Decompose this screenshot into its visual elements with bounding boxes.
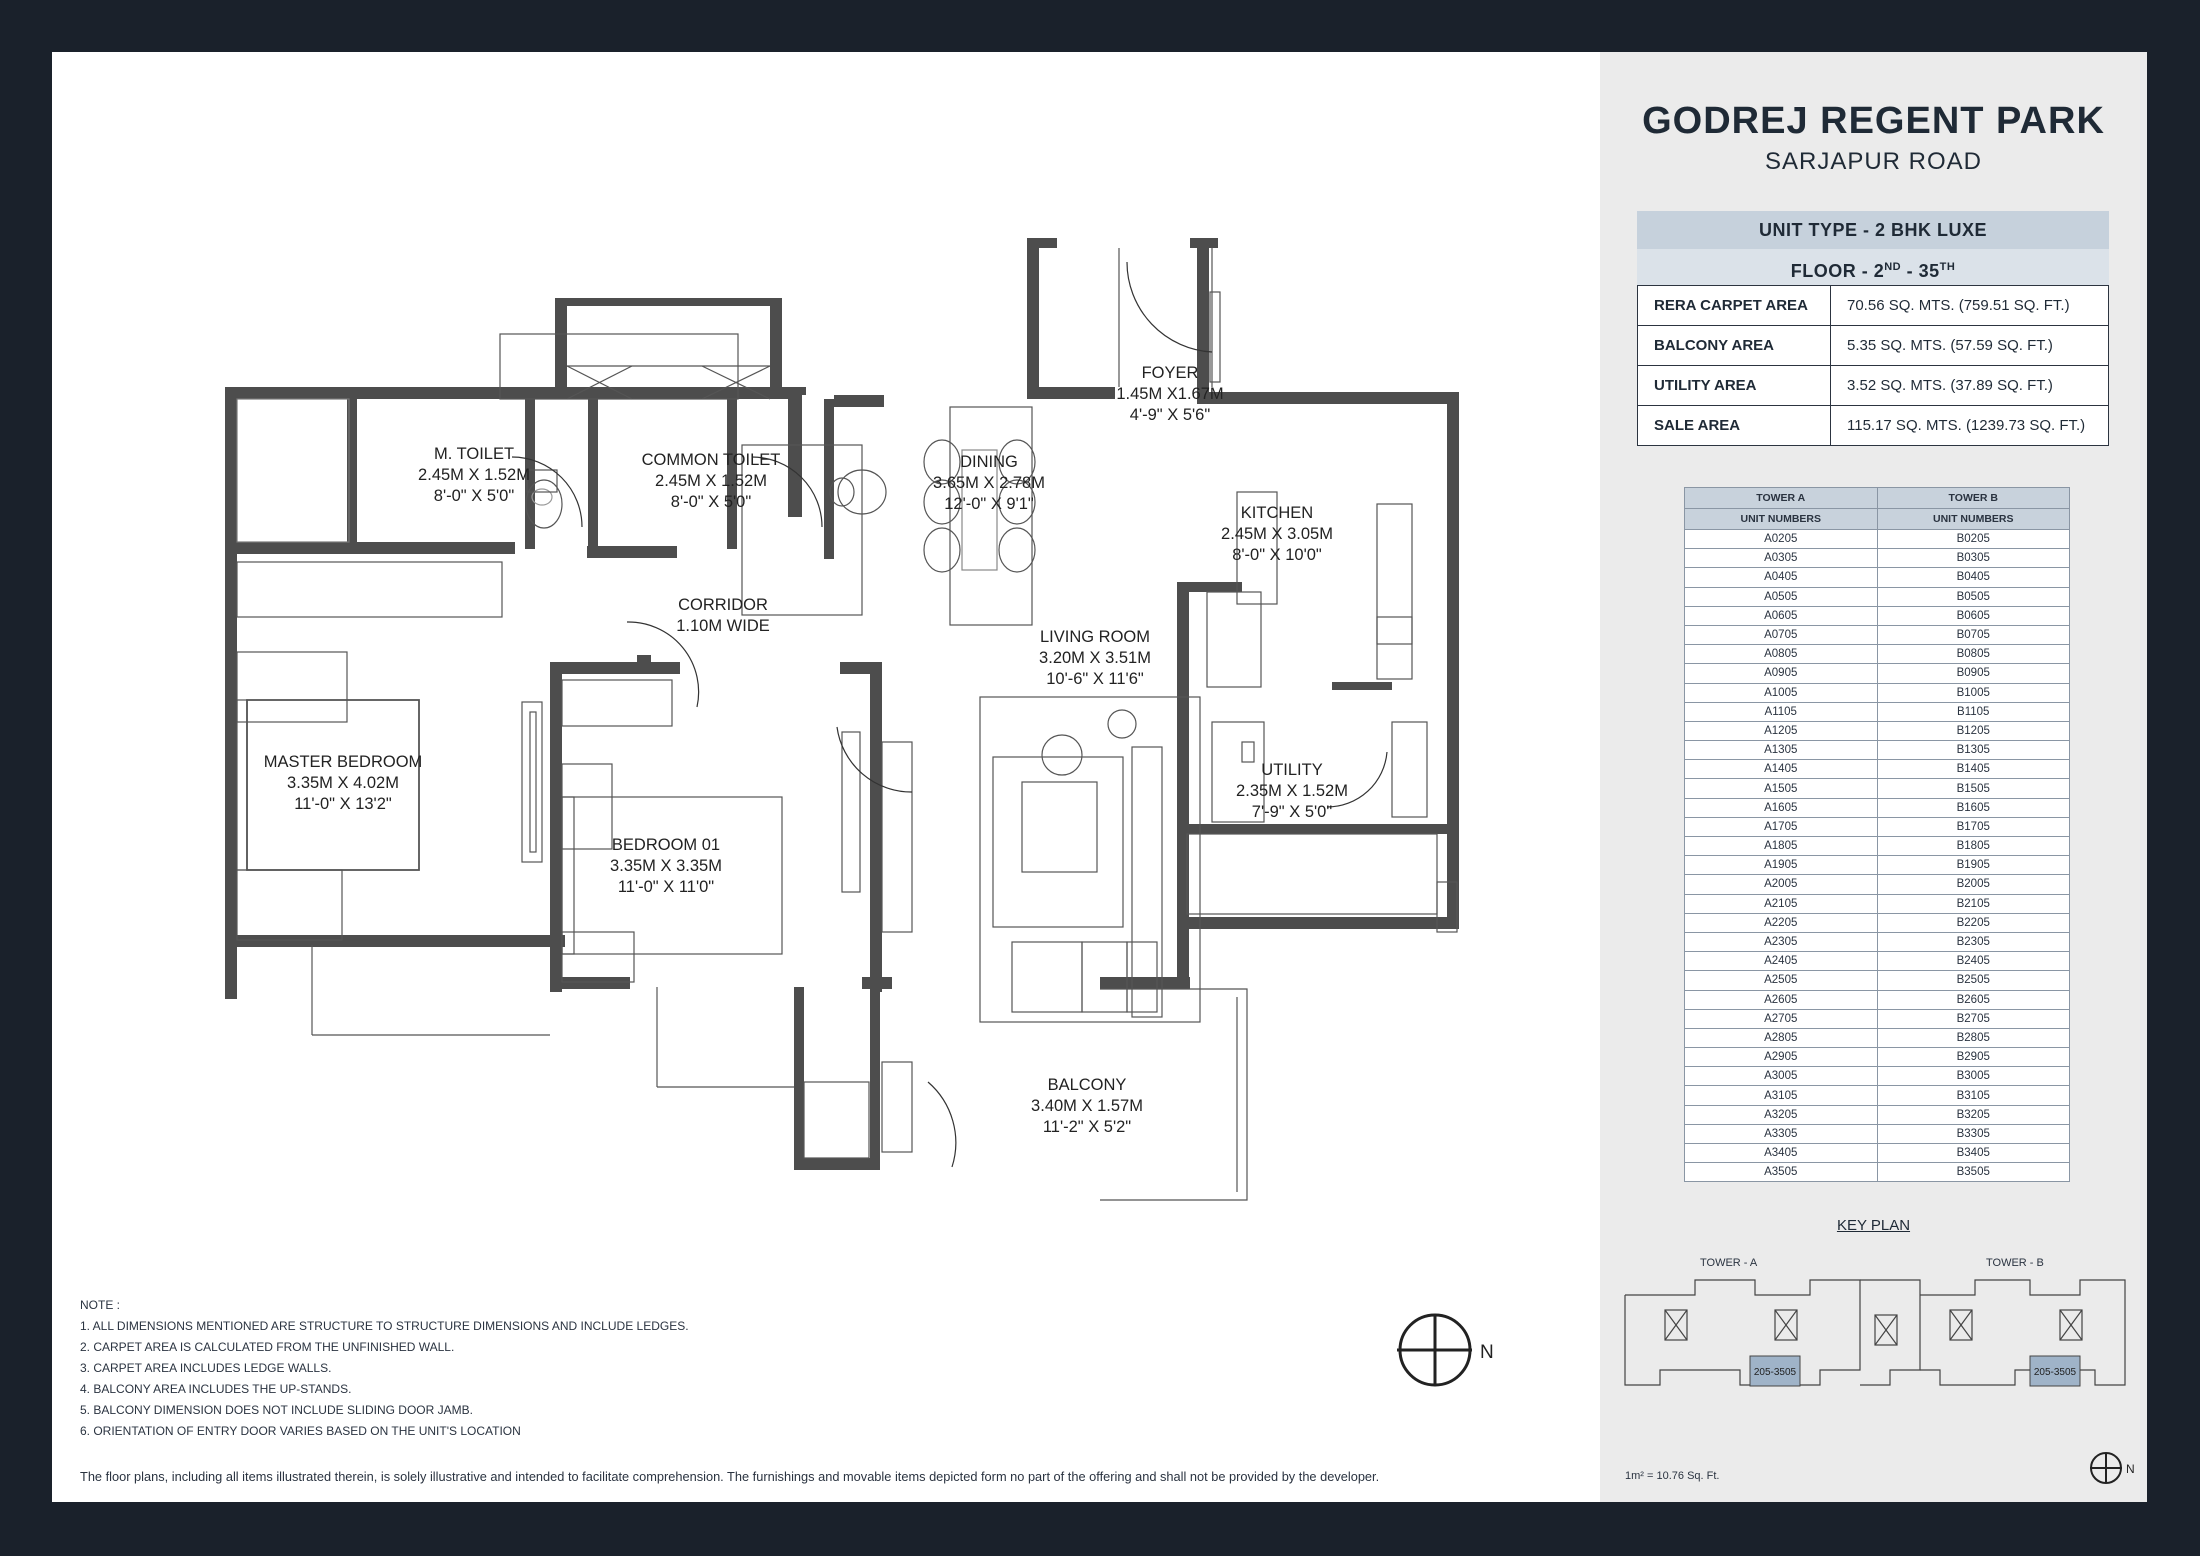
- room-master-bedroom: MASTER BEDROOM 3.35M X 4.02M 11'-0" X 13'2": [263, 753, 423, 813]
- table-cell: B3505: [1877, 1163, 2070, 1182]
- table-cell: B1205: [1877, 721, 2070, 740]
- notes: [80, 1295, 689, 1442]
- table-cell: B0705: [1877, 625, 2070, 644]
- room-foyer: FOYER 1.45M X1.67M 4'-9" X 5'6": [1116, 364, 1224, 424]
- note-item: 6. ORIENTATION OF ENTRY DOOR VARIES BASED ON THE UNIT'S LOCATION: [80, 1424, 521, 1438]
- table-cell: A1605: [1685, 798, 1878, 817]
- area-table: [1637, 285, 2109, 446]
- table-row: [1685, 587, 2070, 606]
- table-cell: B3005: [1877, 1067, 2070, 1086]
- table-cell: B1005: [1877, 683, 2070, 702]
- table-cell: A2205: [1685, 913, 1878, 932]
- table-cell: B1705: [1877, 817, 2070, 836]
- table-row: [1685, 1009, 2070, 1028]
- table-row: [1685, 1144, 2070, 1163]
- room-living: LIVING ROOM 3.20M X 3.51M 10'-6" X 11'6": [1039, 628, 1151, 688]
- table-row: [1685, 990, 2070, 1009]
- project-name: GODREJ REGENT PARK: [1642, 100, 2105, 142]
- table-cell: B1405: [1877, 760, 2070, 779]
- table-cell: B2205: [1877, 913, 2070, 932]
- table-cell: B1505: [1877, 779, 2070, 798]
- notes-heading: NOTE :: [80, 1298, 121, 1312]
- table-cell: B2805: [1877, 1028, 2070, 1047]
- table-cell: A0805: [1685, 645, 1878, 664]
- table-header: TOWER A: [1685, 488, 1878, 509]
- table-cell: A0405: [1685, 568, 1878, 587]
- small-north-arrow-icon: [2088, 1448, 2140, 1490]
- table-cell: B3305: [1877, 1124, 2070, 1143]
- table-cell: A2305: [1685, 932, 1878, 951]
- note-item: 1. ALL DIMENSIONS MENTIONED ARE STRUCTURE TO STRUCTURE DIMENSIONS AND INCLUDE LEDGES.: [80, 1319, 689, 1333]
- table-cell: A1805: [1685, 837, 1878, 856]
- table-cell: B0505: [1877, 587, 2070, 606]
- table-row: [1685, 721, 2070, 740]
- table-cell: B2005: [1877, 875, 2070, 894]
- table-cell: B2905: [1877, 1048, 2070, 1067]
- table-row: [1685, 913, 2070, 932]
- room-common-toilet: COMMON TOILET 2.45M X 1.52M 8'-0" X 5'0": [641, 451, 781, 511]
- table-row: [1685, 645, 2070, 664]
- table-cell: A0605: [1685, 606, 1878, 625]
- info-sidebar: [1600, 52, 2147, 1502]
- table-cell: B1605: [1877, 798, 2070, 817]
- area-row: SALE AREA 115.17 SQ. MTS. (1239.73 SQ. FT.): [1638, 406, 2109, 446]
- table-cell: B2305: [1877, 932, 2070, 951]
- table-row: [1685, 625, 2070, 644]
- table-cell: A0305: [1685, 549, 1878, 568]
- room-dining: DINING 3.65M X 2.78M 12'-0" X 9'1": [933, 453, 1045, 513]
- table-row: [1685, 760, 2070, 779]
- room-corridor: CORRIDOR 1.10M WIDE: [676, 596, 770, 635]
- table-cell: A2605: [1685, 990, 1878, 1009]
- project-location: SARJAPUR ROAD: [1764, 148, 1983, 175]
- table-row: [1685, 1124, 2070, 1143]
- table-cell: A2005: [1685, 875, 1878, 894]
- table-row: [1685, 1163, 2070, 1182]
- north-arrow-icon: [1397, 1314, 1472, 1386]
- table-row: [1685, 856, 2070, 875]
- table-row: [1685, 568, 2070, 587]
- table-cell: B2105: [1877, 894, 2070, 913]
- table-cell: A0905: [1685, 664, 1878, 683]
- tower-a-unit-range: 205-3505: [1753, 1367, 1797, 1378]
- floor-plan-area: [52, 52, 1600, 1502]
- table-cell: B1105: [1877, 702, 2070, 721]
- table-header: TOWER B: [1877, 488, 2070, 509]
- table-cell: B3105: [1877, 1086, 2070, 1105]
- table-cell: B1305: [1877, 741, 2070, 760]
- table-cell: B1905: [1877, 856, 2070, 875]
- table-row: [1685, 971, 2070, 990]
- table-cell: A3005: [1685, 1067, 1878, 1086]
- table-row: [1685, 549, 2070, 568]
- area-row: RERA CARPET AREA 70.56 SQ. MTS. (759.51 SQ. FT.): [1638, 286, 2109, 326]
- table-cell: A2505: [1685, 971, 1878, 990]
- unit-type: UNIT TYPE - 2 BHK LUXE: [1637, 211, 2109, 249]
- table-cell: A0505: [1685, 587, 1878, 606]
- tower-b-label: TOWER - B: [1986, 1257, 2044, 1269]
- table-cell: A3305: [1685, 1124, 1878, 1143]
- table-cell: A2705: [1685, 1009, 1878, 1028]
- table-row: [1685, 837, 2070, 856]
- tower-a-label: TOWER - A: [1700, 1257, 1758, 1269]
- floor-plan-sheet: [52, 52, 2147, 1502]
- table-row: [1685, 664, 2070, 683]
- note-item: 2. CARPET AREA IS CALCULATED FROM THE UNFINISHED WALL.: [80, 1340, 455, 1354]
- table-cell: B0405: [1877, 568, 2070, 587]
- area-row: UTILITY AREA 3.52 SQ. MTS. (37.89 SQ. FT.): [1638, 366, 2109, 406]
- area-conversion: 1m² = 10.76 Sq. Ft.: [1625, 1470, 1720, 1482]
- table-cell: B1805: [1877, 837, 2070, 856]
- table-cell: A1105: [1685, 702, 1878, 721]
- disclaimer: The floor plans, including all items illustrated therein, is solely illustrative and intended to facilitate comprehension. The furnishings and movable items depicted form no part of the offering and shall not be provided by the developer.: [80, 1469, 1380, 1484]
- table-subheader: UNIT NUMBERS: [1685, 509, 1878, 530]
- table-cell: A1005: [1685, 683, 1878, 702]
- room-utility: UTILITY 2.35M X 1.52M 7'-9" X 5'0": [1236, 761, 1348, 821]
- walls: [225, 238, 1459, 1170]
- table-cell: A1905: [1685, 856, 1878, 875]
- table-row: [1685, 1028, 2070, 1047]
- table-row: [1685, 952, 2070, 971]
- table-cell: A1705: [1685, 817, 1878, 836]
- table-cell: B2605: [1877, 990, 2070, 1009]
- key-plan-drawing: [1620, 1270, 2130, 1395]
- table-row: [1685, 875, 2070, 894]
- area-row: BALCONY AREA 5.35 SQ. MTS. (57.59 SQ. FT.): [1638, 326, 2109, 366]
- table-cell: A2105: [1685, 894, 1878, 913]
- floor-range: FLOOR - 2ND - 35TH: [1637, 249, 2109, 285]
- note-item: 5. BALCONY DIMENSION DOES NOT INCLUDE SLIDING DOOR JAMB.: [80, 1403, 473, 1417]
- table-cell: B2505: [1877, 971, 2070, 990]
- room-master-toilet: M. TOILET 2.45M X 1.52M 8'-0" X 5'0": [418, 445, 530, 505]
- table-cell: A3105: [1685, 1086, 1878, 1105]
- table-cell: A0705: [1685, 625, 1878, 644]
- room-balcony: BALCONY 3.40M X 1.57M 11'-2" X 5'2": [1031, 1076, 1143, 1136]
- unit-numbers-table: [1684, 487, 2070, 1182]
- key-plan-title: KEY PLAN: [1836, 1217, 1911, 1234]
- table-cell: A2405: [1685, 952, 1878, 971]
- table-row: [1685, 1067, 2070, 1086]
- table-cell: B0605: [1877, 606, 2070, 625]
- table-row: [1685, 779, 2070, 798]
- table-row: [1685, 798, 2070, 817]
- north-label: N: [1480, 1342, 1494, 1363]
- table-cell: B3405: [1877, 1144, 2070, 1163]
- table-row: [1685, 683, 2070, 702]
- table-row: [1685, 1105, 2070, 1124]
- tower-b-unit-range: 205-3505: [2033, 1367, 2077, 1378]
- table-cell: B2405: [1877, 952, 2070, 971]
- table-cell: A1305: [1685, 741, 1878, 760]
- small-north-label: N: [2126, 1462, 2135, 1476]
- table-row: [1685, 894, 2070, 913]
- table-cell: A3205: [1685, 1105, 1878, 1124]
- table-row: [1685, 932, 2070, 951]
- table-cell: B2705: [1877, 1009, 2070, 1028]
- table-cell: B0905: [1877, 664, 2070, 683]
- table-cell: B0205: [1877, 530, 2070, 549]
- note-item: 4. BALCONY AREA INCLUDES THE UP-STANDS.: [80, 1382, 352, 1396]
- table-row: [1685, 1048, 2070, 1067]
- table-cell: A1405: [1685, 760, 1878, 779]
- table-row: [1685, 741, 2070, 760]
- table-row: [1685, 1086, 2070, 1105]
- table-cell: A0205: [1685, 530, 1878, 549]
- table-cell: A3505: [1685, 1163, 1878, 1182]
- table-cell: A2905: [1685, 1048, 1878, 1067]
- table-row: [1685, 530, 2070, 549]
- table-row: [1685, 606, 2070, 625]
- table-row: [1685, 817, 2070, 836]
- table-cell: B0305: [1877, 549, 2070, 568]
- note-item: 3. CARPET AREA INCLUDES LEDGE WALLS.: [80, 1361, 332, 1375]
- room-kitchen: KITCHEN 2.45M X 3.05M 8'-0" X 10'0": [1221, 504, 1333, 564]
- table-cell: B0805: [1877, 645, 2070, 664]
- table-cell: A2805: [1685, 1028, 1878, 1047]
- table-cell: A1205: [1685, 721, 1878, 740]
- room-bedroom-01: BEDROOM 01 3.35M X 3.35M 11'-0" X 11'0": [610, 836, 722, 896]
- table-subheader: UNIT NUMBERS: [1877, 509, 2070, 530]
- table-cell: A1505: [1685, 779, 1878, 798]
- table-row: [1685, 702, 2070, 721]
- table-cell: A3405: [1685, 1144, 1878, 1163]
- table-cell: B3205: [1877, 1105, 2070, 1124]
